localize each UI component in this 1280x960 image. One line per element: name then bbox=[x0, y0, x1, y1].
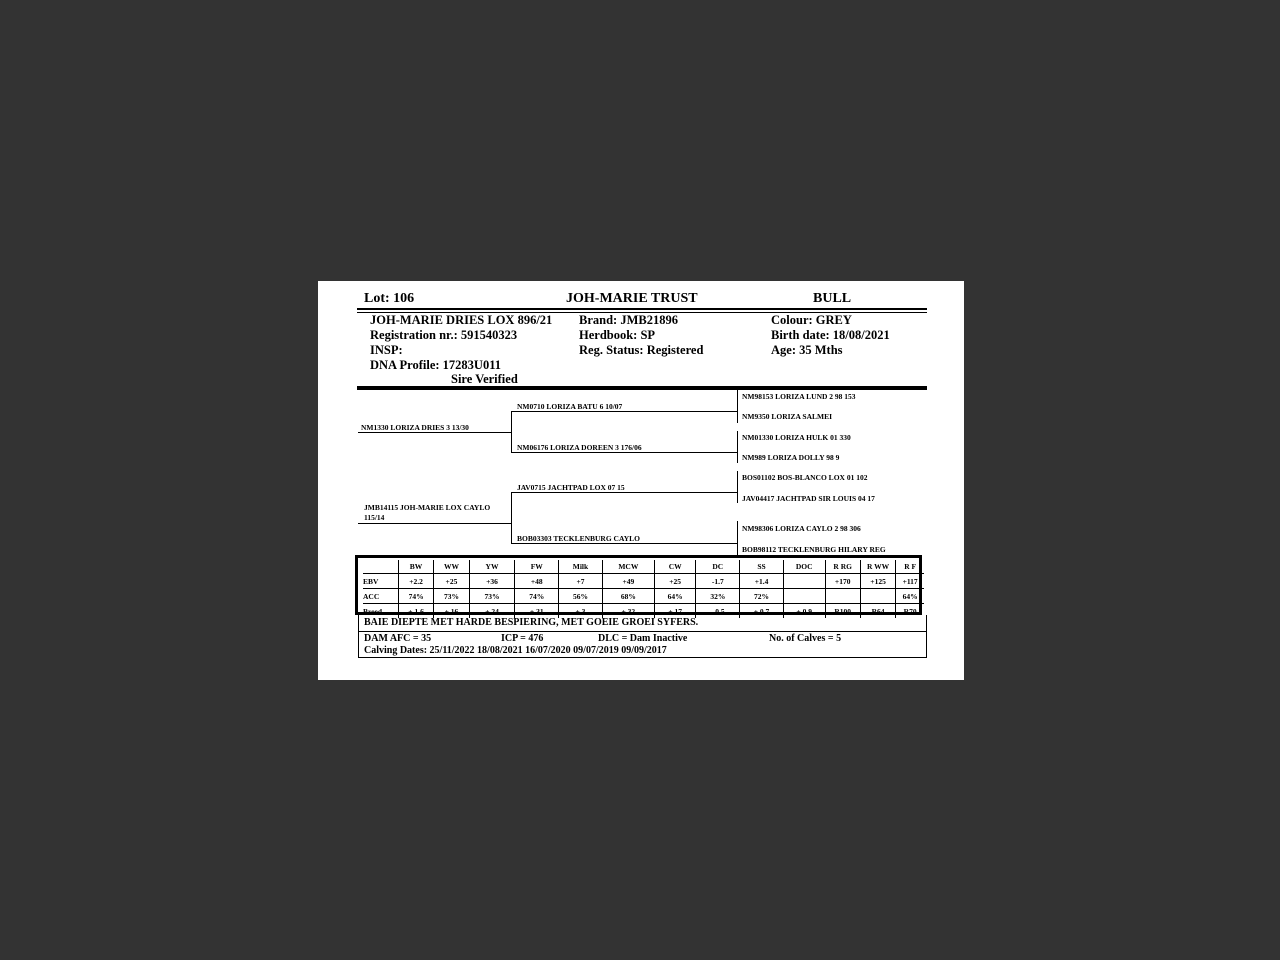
pedigree-gg-5: BOS01102 BOS-BLANCO LOX 01 102 bbox=[742, 473, 868, 482]
acc-cell: 74% bbox=[398, 589, 433, 604]
ebv-header-cell bbox=[363, 560, 398, 574]
breed-cell: + 0.7 bbox=[740, 604, 784, 619]
colour: Colour: GREY bbox=[771, 313, 852, 327]
acc-row bbox=[363, 589, 924, 604]
acc-cell: 64% bbox=[654, 589, 696, 604]
ebv-header-cell: YW bbox=[469, 560, 515, 574]
ebv-cell bbox=[783, 574, 825, 589]
breed-cell: R100 bbox=[825, 604, 860, 619]
sire-verified: Sire Verified bbox=[451, 372, 518, 386]
acc-cell bbox=[783, 589, 825, 604]
dlc: DLC = Dam Inactive bbox=[598, 633, 688, 644]
acc-cell bbox=[825, 589, 860, 604]
gg-branch-3 bbox=[737, 471, 738, 503]
age: Age: 35 Mths bbox=[771, 343, 843, 357]
ebv-header-cell: R RG bbox=[825, 560, 860, 574]
breed-cell: Breed bbox=[363, 604, 398, 619]
footer-separator bbox=[359, 631, 926, 632]
breed-cell: R70 bbox=[896, 604, 924, 619]
breed-cell: + 17 bbox=[654, 604, 696, 619]
ebv-header-cell: DOC bbox=[783, 560, 825, 574]
acc-cell: 68% bbox=[602, 589, 654, 604]
dam-sire-line bbox=[511, 492, 737, 493]
acc-cell bbox=[860, 589, 895, 604]
ebv-cell: +1.4 bbox=[740, 574, 784, 589]
breed-cell: R64 bbox=[860, 604, 895, 619]
acc-cell: 73% bbox=[434, 589, 469, 604]
ebv-header-cell: R WW bbox=[860, 560, 895, 574]
sire-sire-line bbox=[511, 411, 737, 412]
ebv-cell: +49 bbox=[602, 574, 654, 589]
breed-cell: + 32 bbox=[602, 604, 654, 619]
acc-cell: 72% bbox=[740, 589, 784, 604]
ebv-header-cell: FW bbox=[515, 560, 559, 574]
dam-branch bbox=[511, 492, 512, 544]
animal-name: JOH-MARIE DRIES LOX 896/21 bbox=[370, 313, 553, 327]
breed-cell: + 3 bbox=[559, 604, 603, 619]
ebv-header-cell: Milk bbox=[559, 560, 603, 574]
breed-cell: + 16 bbox=[434, 604, 469, 619]
pedigree-gg-4: NM989 LORIZA DOLLY 98 9 bbox=[742, 453, 840, 462]
breed-cell: + 31 bbox=[515, 604, 559, 619]
ebv-header-row bbox=[363, 560, 924, 574]
ebv-cell: +170 bbox=[825, 574, 860, 589]
ebv-header-cell: R F bbox=[896, 560, 924, 574]
owner-name: JOH-MARIE TRUST bbox=[566, 291, 698, 306]
breed-cell: - 0.5 bbox=[696, 604, 740, 619]
pedigree-sire: NM1330 LORIZA DRIES 3 13/30 bbox=[361, 423, 469, 432]
ebv-header-cell: BW bbox=[398, 560, 433, 574]
gg-branch-1 bbox=[737, 390, 738, 423]
calving-dates: Calving Dates: 25/11/2022 18/08/2021 16/07/2020 09/07/2019 09/09/2017 bbox=[364, 645, 667, 656]
acc-cell: 73% bbox=[469, 589, 515, 604]
pedigree-gg-6: JAV04417 JACHTPAD SIR LOUIS 04 17 bbox=[742, 494, 875, 503]
breeder-comment: BAIE DIEPTE MET HARDE BESPIERING, MET GOEIE GROEI SYFERS. bbox=[364, 617, 699, 628]
reg-status: Reg. Status: Registered bbox=[579, 343, 704, 357]
info-rule bbox=[357, 386, 927, 390]
acc-cell: 56% bbox=[559, 589, 603, 604]
ebv-cell: +2.2 bbox=[398, 574, 433, 589]
icp: ICP = 476 bbox=[501, 633, 544, 644]
pedigree-gg-1: NM98153 LORIZA LUND 2 98 153 bbox=[742, 392, 856, 401]
herdbook: Herdbook: SP bbox=[579, 328, 656, 342]
pedigree-gg-8: BOB98112 TECKLENBURG HILARY REG bbox=[742, 545, 886, 554]
ebv-header-cell: CW bbox=[654, 560, 696, 574]
ebv-cell: -1.7 bbox=[696, 574, 740, 589]
pedigree-dam-dam: BOB03303 TECKLENBURG CAYLO bbox=[517, 534, 640, 543]
birth-date: Birth date: 18/08/2021 bbox=[771, 328, 890, 342]
ebv-header-cell: WW bbox=[434, 560, 469, 574]
breed-cell: + 24 bbox=[469, 604, 515, 619]
ebv-cell: +36 bbox=[469, 574, 515, 589]
ebv-cell: +125 bbox=[860, 574, 895, 589]
pedigree-sire-dam: NM06176 LORIZA DOREEN 3 176/06 bbox=[517, 443, 642, 452]
header-rule-thick bbox=[357, 308, 927, 310]
lot-number: Lot: 106 bbox=[364, 291, 415, 306]
ebv-table-box bbox=[355, 555, 922, 615]
number-of-calves: No. of Calves = 5 bbox=[769, 633, 842, 644]
ebv-row bbox=[363, 574, 924, 589]
ebv-header-cell: SS bbox=[740, 560, 784, 574]
sire-line bbox=[358, 432, 511, 433]
ebv-header-cell: MCW bbox=[602, 560, 654, 574]
gg-branch-2 bbox=[737, 431, 738, 463]
acc-cell: 64% bbox=[896, 589, 924, 604]
ebv-cell: +48 bbox=[515, 574, 559, 589]
sire-branch bbox=[511, 411, 512, 453]
acc-cell: 32% bbox=[696, 589, 740, 604]
ebv-table bbox=[363, 560, 924, 618]
animal-sex: BULL bbox=[813, 291, 852, 306]
ebv-cell: +7 bbox=[559, 574, 603, 589]
acc-cell: ACC bbox=[363, 589, 398, 604]
acc-cell: 74% bbox=[515, 589, 559, 604]
sire-dam-line bbox=[511, 452, 737, 453]
ebv-header-cell: DC bbox=[696, 560, 740, 574]
registration-number: Registration nr.: 591540323 bbox=[370, 328, 518, 342]
breed-cell: + 0.9 bbox=[783, 604, 825, 619]
catalogue-card bbox=[318, 281, 964, 680]
footer-box bbox=[358, 615, 927, 658]
ebv-cell: +117 bbox=[896, 574, 924, 589]
ebv-cell: EBV bbox=[363, 574, 398, 589]
dam-line bbox=[358, 523, 511, 524]
dna-profile: DNA Profile: 17283U011 bbox=[370, 358, 502, 372]
pedigree-gg-2: NM9350 LORIZA SALMEI bbox=[742, 412, 833, 421]
pedigree-gg-3: NM01330 LORIZA HULK 01 330 bbox=[742, 433, 851, 442]
pedigree-gg-7: NM98306 LORIZA CAYLO 2 98 306 bbox=[742, 524, 861, 533]
pedigree-dam: JMB14115 JOH-MARIE LOX CAYLO 115/14 bbox=[364, 503, 491, 522]
gg-branch-4 bbox=[737, 521, 738, 555]
dam-afc: DAM AFC = 35 bbox=[364, 633, 432, 644]
breed-cell: + 1.6 bbox=[398, 604, 433, 619]
insp-label: INSP: bbox=[370, 343, 403, 357]
dam-dam-line bbox=[511, 543, 737, 544]
brand: Brand: JMB21896 bbox=[579, 313, 678, 327]
pedigree-sire-sire: NM0710 LORIZA BATU 6 10/07 bbox=[517, 402, 623, 411]
pedigree-dam-sire: JAV0715 JACHTPAD LOX 07 15 bbox=[517, 483, 625, 492]
ebv-cell: +25 bbox=[434, 574, 469, 589]
ebv-cell: +25 bbox=[654, 574, 696, 589]
